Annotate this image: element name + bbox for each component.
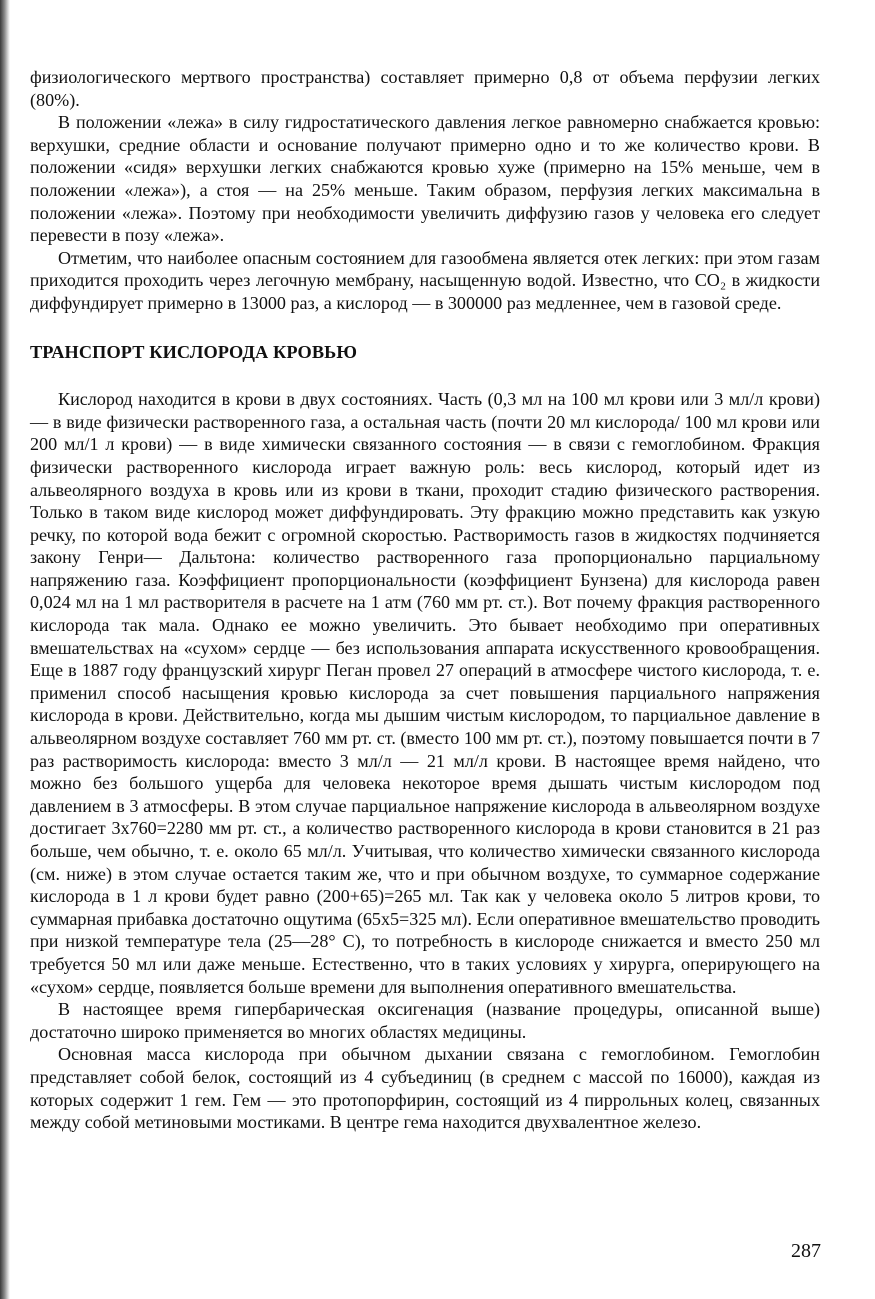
paragraph-lung-edema: Отметим, что наиболее опасным состоянием для газообмена является отек легких: при этом газам приходится проходить через легочную мембрану, насыщенную водой. Известно, что CO₂ в жидкости диффундирует примерно в 13000 раз, а кислород — в 300000 раз медленнее, чем в газовой среде. xyxy=(30,247,820,313)
page-number: 287 xyxy=(791,1240,821,1262)
document-page xyxy=(30,66,820,1134)
paragraph-lung-perfusion: В положении «лежа» в силу гидростатического давления легкое равномерно снабжается кровью: верхушки, средние области и основание получают примерно одно и то же количество крови. В положении «сидя» верхушки легких снабжаются кровью хуже (примерно на 15% меньше, чем в положении «лежа»), а стоя — на 25% меньше. Таким образом, перфузия легких максимальна в положении «лежа». Поэтому при необходимости увеличить диффузию газов у человека его следует перевести в позу «лежа». xyxy=(30,112,820,246)
paragraph-hemoglobin: Основная масса кислорода при обычном дыхании связана с гемоглобином. Гемоглобин представляет собой белок, состоящий из 4 субъединиц (в среднем с массой по 16000), каждая из которых содержит 1 гем. Гем — это протопорфирин, состоящий из 4 пиррольных колец, связанных между собой метиновыми мостиками. В центре гема находится двухвалентное железо. xyxy=(30,1044,820,1133)
paragraph-hyperbaric-oxygenation: В настоящее время гипербарическая оксигенация (название процедуры, описанной выше) достаточно широко применяется во многих областях медицины. xyxy=(30,999,820,1042)
scan-edge xyxy=(0,0,10,1299)
paragraph-continuation: физиологического мертвого пространства) составляет примерно 0,8 от объема перфузии легких (80%). xyxy=(30,67,820,110)
section-heading: ТРАНСПОРТ КИСЛОРОДА КРОВЬЮ xyxy=(30,341,358,362)
paragraph-oxygen-states: Кислород находится в крови в двух состояниях. Часть (0,3 мл на 100 мл крови или 3 мл/л крови) — в виде физически растворенного газа, а остальная часть (почти 20 мл кислорода/ 100 мл крови или 200 мл/1 л крови) — в виде химически связанного состояния — в связи с гемоглобином. Фракция физически растворенного кислорода играет важную роль: весь кислород, который идет из альвеолярного воздуха в кровь или из крови в ткани, проходит стадию физического растворения. Только в таком виде кислород может диффундировать. Эту фракцию можно представить как узкую речку, по которой вода бежит с огромной скоростью. Растворимость газов в жидкостях подчиняется закону Генри— Дальтона: количество растворенного газа пропорционально парциальному напряжению газа. Коэффициент пропорциональности (коэффициент Бунзена) для кислорода равен 0,024 мл на 1 мл растворителя в расчете на 1 атм (760 мм рт. ст.). Вот почему фракция растворенного кислорода так мала. Однако ее можно увеличить. Это бывает необходимо при оперативных вмешательствах на «сухом» сердце — без использования аппарата искусственного кровообращения. Еще в 1887 году французский хирург Пеган провел 27 операций в атмосфере чистого кислорода, т. е. применил способ насыщения кровью кислорода за счет повышения парциального напряжения кислорода в крови. Действительно, когда мы дышим чистым кислородом, то парциальное давление в альвеолярном воздухе составляет 760 мм рт. ст. (вместо 100 мм рт. ст.), поэтому повышается почти в 7 раз растворимость кислорода: вместо 3 мл/л — 21 мл/л крови. В настоящее время найдено, что можно без большого ущерба для человека некоторое время дышать чистым кислородом под давлением в 3 атмосферы. В этом случае парциальное напряжение кислорода в альвеолярном воздухе достигает 3x760=2280 мм рт. ст., а количество растворенного кислорода в крови становится в 21 раз больше, чем обычно, т. е. около 65 мл/л. Учитывая, что количество химически связанного кислорода (см. ниже) в этом случае остается таким же, что и при обычном воздухе, то суммарное содержание кислорода в 1 л крови будет равно (200+65)=265 мл. Так как у человека около 5 литров крови, то суммарная прибавка достаточно ощутима (65x5=325 мл). Если оперативное вмешательство проводить при низкой температуре тела (25—28° С), то потребность в кислороде снижается и вместо 250 мл требуется 50 мл или даже меньше. Естественно, что в таких условиях у хирурга, оперирующего на «сухом» сердце, появляется больше времени для выполнения оперативного вмешательства. xyxy=(30,389,820,997)
